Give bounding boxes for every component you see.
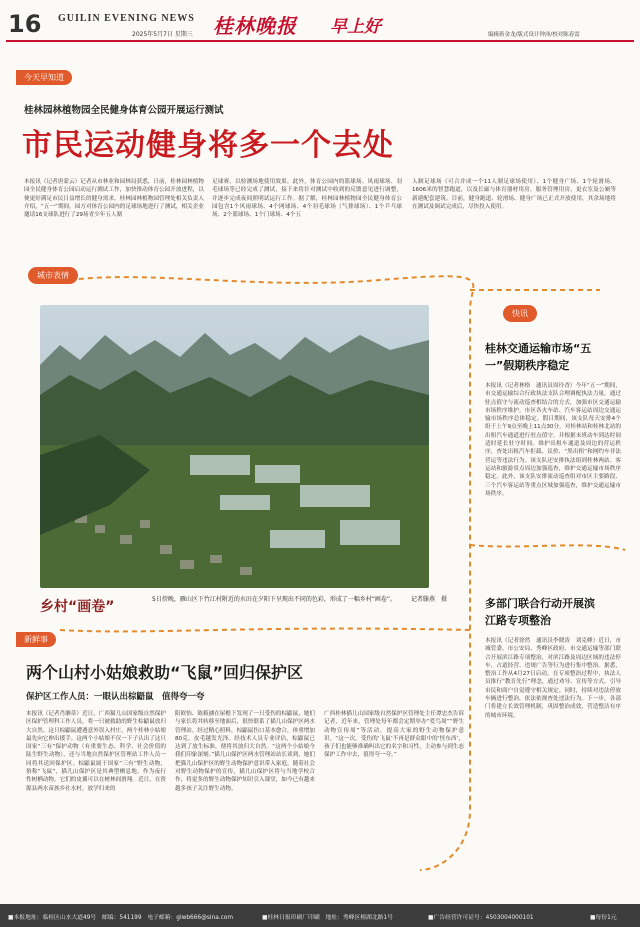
lead-kicker: 桂林园林植物园全民健身体育公园开展运行测试 <box>24 105 224 116</box>
bottom-subhead: 保护区工作人员：一眼认出棕鼯鼠 值得夸一夸 <box>26 692 205 702</box>
sidebar-story2-body: 本报讯（记者徐然 通讯员李晓涛 刘克峰）近日，市城管委、市公安局、秀峰区政府、市交通运输等部门联合开展滨江路专项整治，对滨江路及周边区域的违法停车、占道经营、违规广告等行为进行集中整治。据悉，整治工作从4月27日启动，在专项整治过程中，执法人员推行“教育先行”理念，通过劝导、宣传等方式，引导市民和商户自觉遵守相关规定。同时，持续对违法停放车辆进行整治，依法依规查处违法行为。下一步，各部门将建立长效管理机制，巩固整治成效，营造整洁有序的城市环境。 <box>485 638 621 719</box>
footer-printer: ■桂林日报印刷厂印刷 地址：秀峰区榕湖北路1号 <box>262 915 393 921</box>
paper-logo: 桂林晚报 <box>213 14 297 38</box>
sidebar-story1-headline: 桂林交通运输市场“五一”假期秩序稳定 <box>485 342 592 372</box>
bottom-column-3: 广西桂林猫儿山国家级自然保护区管理处主任谭忠杰告诉记者，近年来，管理处每年都会定期举办“爱鸟周”“野生动物宣传周”等活动，提高大家的野生动物保护意识。“这一次，受伤的‘飞鼠’不再是群众眼中的‘怪东西’，孩子们也能够准确叫出它的名字和习性，主动参与到生态保护工作中去，值得夸一夸。” <box>324 711 464 759</box>
photo-credit: 记者滕燕 摄 <box>410 596 447 603</box>
issue-date: 2025年5月7日 星期三 <box>132 31 193 38</box>
landscape-photo <box>40 305 429 588</box>
tag-express: 快讯 <box>503 305 537 322</box>
photo-title: 乡村“画卷” <box>40 599 115 615</box>
tag-city: 城市表情 <box>28 267 78 284</box>
bottom-column-2: 阳欧怡、陈筱涵在屋檐下发现了一只受伤的棕鼯鼠，她们与家长将其转移至地面后，很快联系了猫儿山保护区两水管理站。经过精心照料，棕鼯鼠伤口基本愈合，体重增加80克，皮毛越发光泽。经技术人员专业评估，棕鼯鼠已达到了放生标准，便将其放归大自然。“这两个小姑娘今我们印象深刻。”猫儿山保护区两水管理站站长谈到，她们把猫儿山保护区的野生动物保护意识带入家庭。随着社会对野生动物保护的宣传，猫儿山保护区将与当地学校合作，将更多的野生动物保护知识引入课堂，如今已有越来越多孩子关注野生动物。 <box>175 711 315 792</box>
footer-price: ■每份1元 <box>590 915 617 921</box>
footer-bar <box>0 904 640 927</box>
footer-address: ■本报地址：临桂区山水大道49号 邮编：541199 电子邮箱：glwb666@sina.com <box>8 915 233 921</box>
lead-column-1: 本报讯（记者唐蒙云）记者从市林业和园林局获悉，日前，桂林园林植物园全民健身体育公园启动运行测试工作，加快推动体育公园开放进程，以便更好满足市民日益增长的健身需求。桂林园林植物园管理处相关负责人介绍，“五一”期间，园方对体育公园内的足球场地进行了测试，相关企业邀请16支球队进行了29场青少年五人制 <box>24 179 204 219</box>
section-logo: 早上好 <box>330 17 381 37</box>
bottom-headline: 两个山村小姑娘救助“飞鼠”回归保护区 <box>26 663 304 682</box>
lead-column-3: 人制足球场（可合并成一个11人制足球场使用）、1个健身广场、1个轮滑场、1606米的智慧跑道，以及长廊与体育器材用房、服务管理用房、更衣室及公厕等新建配套建筑。目前，健身跑道、轮滑场、健身广场已正式开放使用，其余场地将在测试及调试完成后，尽快投入使用。 <box>412 179 616 210</box>
bottom-column-1: 本报讯（记者肖聃蒂）近日，广西猫儿山国家级自然保护区保护管理科工作人员，将一只被救助的野生棕鼯鼠放归大自然。这只棕鼯鼠遭遇意外误入村庄，两个桂林小姑娘最先向它伸出援手。这两个小姑娘不仅一下子认出了这只国家“三有”保护动物（有重要生态、科学、社会价值的陆生野生动物），还与当地自然保护区管理站工作人员一同将其送回保护区。棕鼯鼠属于国家“三有”野生动物，俗称“飞鼠”，猫儿山保护区是其典型栖息地。作为夜行性树栖动物，它们的皮翼可以在树林间滑翔。近日，在资源县两水苗族乡社水村，放学归来的 <box>26 711 166 792</box>
tag-today: 今天早知道 <box>16 70 72 85</box>
photo-caption <box>152 596 447 604</box>
photo-caption-text: 5日傍晚，雁山区下竹江村附近的水田在夕阳下呈现出不同的色彩，形成了一幅乡村“画卷”。 <box>152 596 397 603</box>
lead-column-2: 足球赛，以检测场地使用效果。此外，体育公园内的篮球场、风雨球场、羽毛球场等已经完成了测试，接下来将针对测试中收到的反馈意见进行调整，并逐步完成夜间照明试运行工作。据了解，桂林园林植物园全民健身体育公园包含1个风雨球场、4个网球场、4个羽毛球场（气排球场）、1个乒乓球场、2个篮球场、1个门球场、4个五 <box>212 179 402 219</box>
masthead-rule <box>6 40 634 42</box>
sidebar-story2-headline: 多部门联合行动开展滨江路专项整治 <box>485 597 595 627</box>
tag-fresh: 新鲜事 <box>16 632 56 647</box>
page-number: 16 <box>8 10 42 38</box>
lead-headline: 市民运动健身将多一个去处 <box>22 128 394 163</box>
paper-name-en: GUILIN EVENING NEWS <box>58 13 195 24</box>
editor-line: 编辑蒋金龙/版式设计钟沛/校对陈春雷 <box>488 32 580 38</box>
sidebar-story1-body: 本报讯（记者林格 通讯员周玲香）今年“五一”期间，市交通运输综合行政执法支队合理调配执法力量，通过驻点值守与流动巡查相结合的方式，加强市区交通运输市场秩序维护。市区各火车站、汽车客运站周边交通运输市场秩序总体稳定。假日期间，该支队每天安排4个组于上午9点至晚上11点30分，对桂林站和桂林北站的出租汽车通道进行驻点值守，并根据末班动车到达时间适时延长驻守时间。维护出租车通道及周边的营运秩序，查处出租汽车拒载、议价、“黑出租”和网约车非法营运等违法行为。该支队还安排执法组到桂林两站、客运站和旅游景点周边加强巡查，维护交通运输市场秩序稳定。此外，该支队安排流动巡查组对市区主要路段、三个汽车客运站等重点区域加强巡查，维护交通运输市场秩序。 <box>485 383 621 497</box>
footer-license: ■广告经营许可证号：4503004000101 <box>428 915 534 921</box>
